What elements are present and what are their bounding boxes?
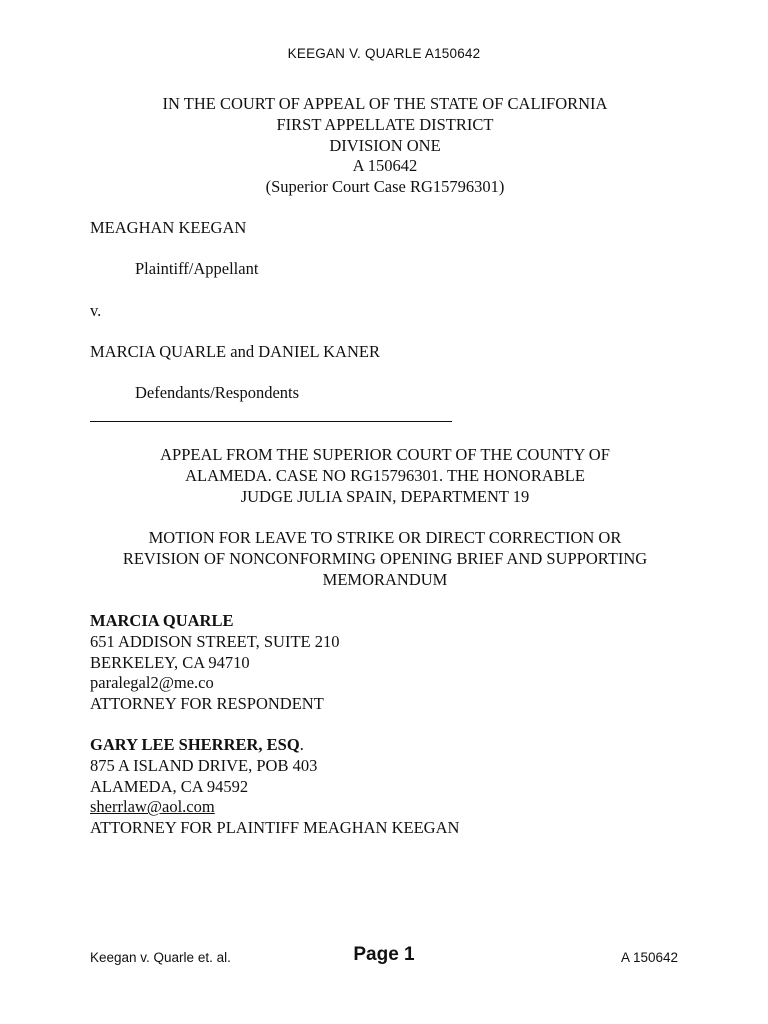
counsel-name: GARY LEE SHERRER, ESQ bbox=[90, 735, 300, 754]
respondent-address-line2: BERKELEY, CA 94710 bbox=[90, 652, 250, 672]
motion-title-line: MEMORANDUM bbox=[322, 569, 448, 589]
counsel-name-suffix: . bbox=[299, 735, 304, 754]
running-header: KEEGAN V. QUARLE A150642 bbox=[287, 46, 481, 61]
appeal-from-line: APPEAL FROM THE SUPERIOR COURT OF THE COUNTY OF bbox=[160, 445, 610, 464]
respondent-email: paralegal2@me.co bbox=[90, 673, 214, 693]
motion-title-line: MOTION FOR LEAVE TO STRIKE OR DIRECT CORRECTION OR bbox=[148, 528, 622, 547]
plaintiff-counsel-contact bbox=[90, 735, 680, 839]
caption-divider bbox=[90, 421, 452, 422]
footer-page-number: Page 1 bbox=[353, 944, 415, 965]
respondent-role: ATTORNEY FOR RESPONDENT bbox=[90, 694, 324, 714]
footer-case-number: A 150642 bbox=[620, 950, 678, 965]
court-caption-line: (Superior Court Case RG15796301) bbox=[265, 177, 505, 197]
respondent-address-line1: 651 ADDISON STREET, SUITE 210 bbox=[90, 631, 340, 651]
motion-title bbox=[90, 528, 680, 590]
court-caption-line: FIRST APPELLATE DISTRICT bbox=[276, 114, 494, 134]
court-caption-line: IN THE COURT OF APPEAL OF THE STATE OF CALIFORNIA bbox=[162, 94, 608, 113]
respondent-contact bbox=[90, 611, 680, 715]
respondent-name: MARCIA QUARLE bbox=[90, 611, 234, 630]
defendants-role: Defendants/Respondents bbox=[135, 383, 300, 402]
court-caption-line: DIVISION ONE bbox=[329, 135, 441, 155]
appeal-from bbox=[90, 445, 680, 507]
court-caption bbox=[90, 94, 680, 198]
motion-title-line: REVISION OF NONCONFORMING OPENING BRIEF AND SUPPORTING bbox=[122, 548, 648, 568]
counsel-email-link[interactable]: sherrlaw@aol.com bbox=[90, 797, 215, 817]
plaintiff-role: Plaintiff/Appellant bbox=[135, 259, 259, 278]
counsel-address-line1: 875 A ISLAND DRIVE, POB 403 bbox=[90, 755, 318, 775]
versus: v. bbox=[90, 301, 102, 320]
footer-case-name: Keegan v. Quarle et. al. bbox=[90, 950, 231, 965]
court-caption-line: A 150642 bbox=[352, 156, 418, 176]
appeal-from-line: ALAMEDA. CASE NO RG15796301. THE HONORABLE bbox=[185, 465, 585, 485]
counsel-role: ATTORNEY FOR PLAINTIFF MEAGHAN KEEGAN bbox=[90, 818, 460, 838]
defendants-name: MARCIA QUARLE and DANIEL KANER bbox=[90, 342, 380, 361]
counsel-address-line2: ALAMEDA, CA 94592 bbox=[90, 776, 249, 796]
plaintiff-name: MEAGHAN KEEGAN bbox=[90, 218, 247, 237]
appeal-from-line: JUDGE JULIA SPAIN, DEPARTMENT 19 bbox=[240, 486, 530, 506]
